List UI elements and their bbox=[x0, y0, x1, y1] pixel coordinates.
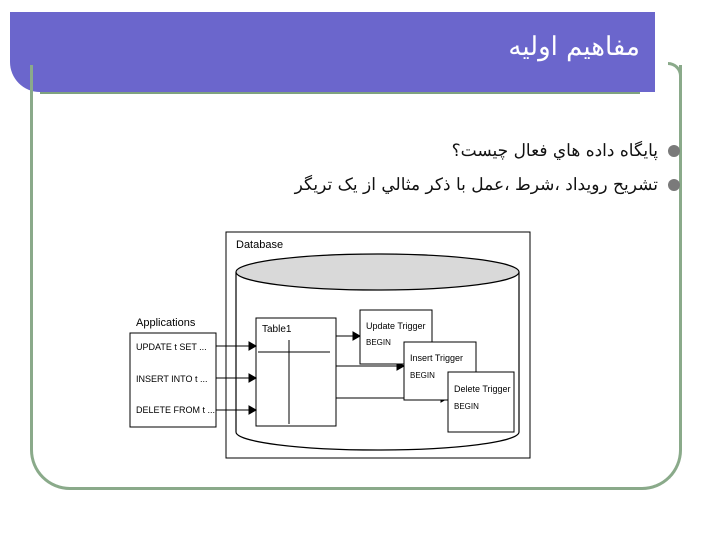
bullet-text: پايگاه داده هاي فعال چيست؟ bbox=[451, 141, 658, 161]
statement-delete: DELETE FROM t ... bbox=[136, 405, 216, 415]
database-label: Database bbox=[236, 239, 284, 251]
statement-update: UPDATE t SET ... bbox=[136, 342, 207, 352]
applications-label: Applications bbox=[136, 317, 196, 329]
slide-title: مفاهيم اوليه bbox=[508, 32, 640, 62]
delete-trigger-label: Delete Trigger bbox=[454, 384, 511, 394]
delete-trigger-body: BEGIN bbox=[454, 402, 479, 411]
statement-insert: INSERT INTO t ... bbox=[136, 374, 208, 384]
insert-trigger-label: Insert Trigger bbox=[410, 353, 464, 363]
insert-trigger-body: BEGIN bbox=[410, 371, 435, 380]
cylinder-top bbox=[236, 254, 519, 290]
update-trigger-body: BEGIN bbox=[366, 338, 391, 347]
update-trigger-label: Update Trigger bbox=[366, 321, 426, 331]
table-label: Table1 bbox=[262, 324, 292, 335]
bullet-text: تشريح رويداد ،شرط ،عمل با ذکر مثالي از يک تريگر bbox=[294, 175, 658, 195]
